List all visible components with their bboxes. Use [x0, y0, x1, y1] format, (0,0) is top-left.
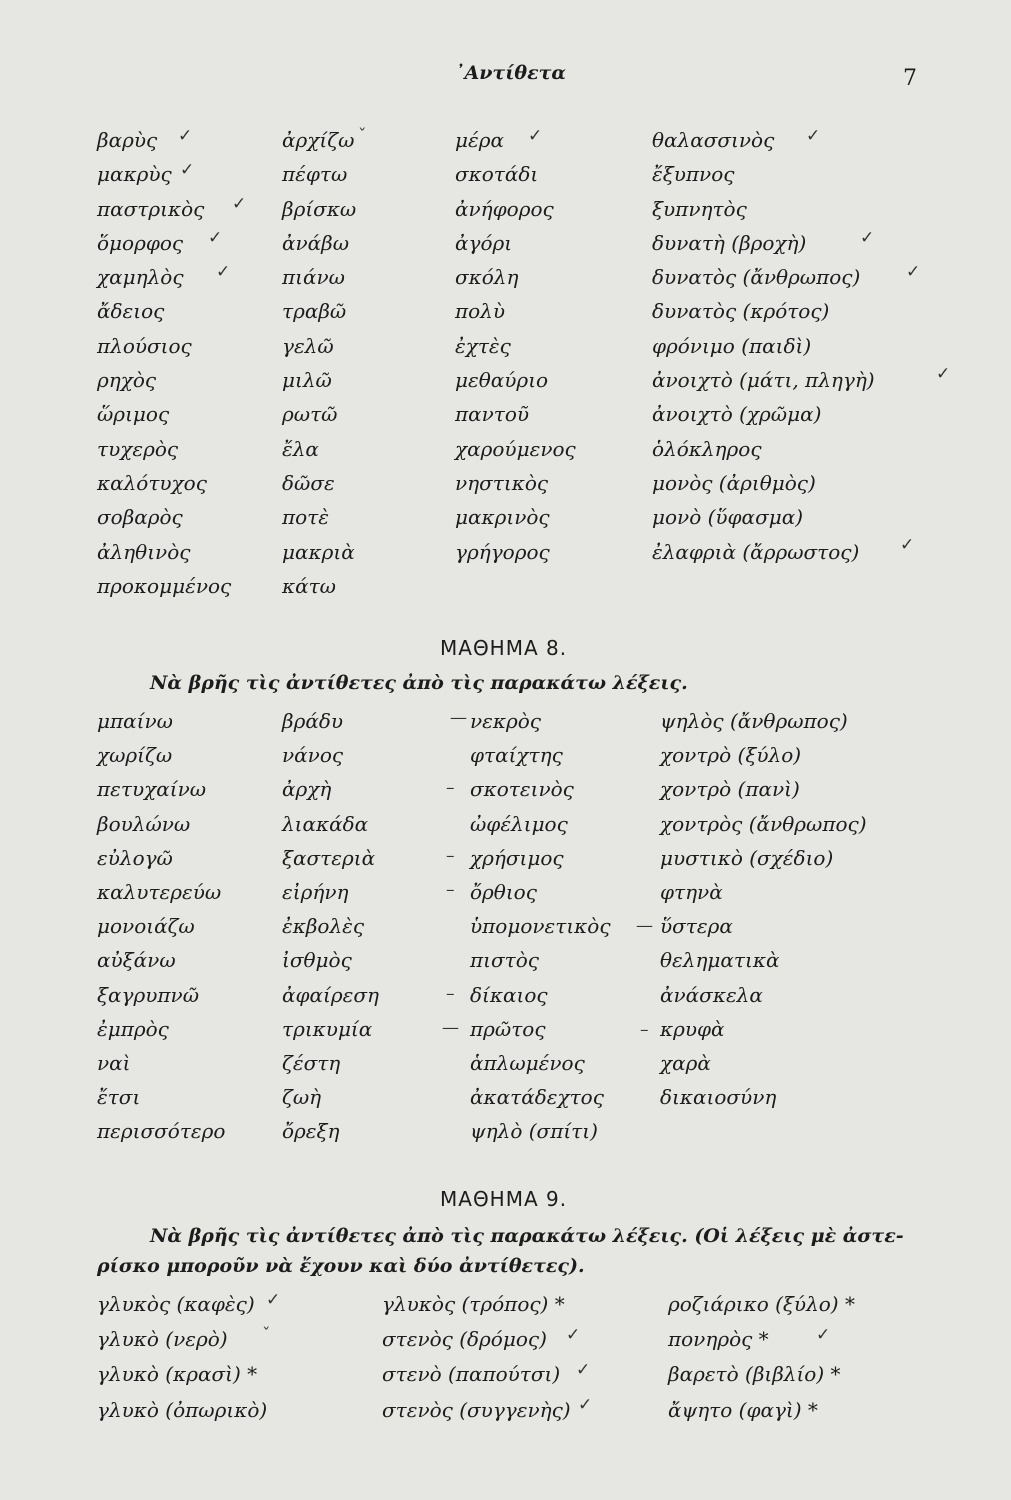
dash-mark-icon: –: [446, 880, 455, 900]
word-item: φταίχτης: [470, 743, 563, 768]
word-item: γλυκὸ (ὀπωρικὸ): [97, 1397, 268, 1422]
word-item: μυστικὸ (σχέδιο): [660, 845, 834, 870]
word-item: δυνατὸς (ἄνθρωπος): [652, 265, 861, 290]
lesson-8-instruction: Νὰ βρῆς τὶς ἀντίθετες ἀπὸ τὶς παρακάτω λέξεις.: [150, 672, 688, 694]
word-item: δίκαιος: [470, 982, 548, 1007]
word-item: τυχερὸς: [97, 436, 179, 461]
word-item: δυνατὸς (κρότος): [652, 299, 830, 324]
word-item: ἔξυπνος: [652, 162, 735, 187]
word-item: προκομμένος: [97, 573, 232, 598]
word-item: χοντρὸ (πανὶ): [660, 777, 800, 802]
word-item: βουλώνω: [97, 811, 191, 836]
word-item: ποτὲ: [282, 505, 329, 530]
word-item: στενὸς (δρόμος): [382, 1327, 547, 1352]
word-item: ρηχὸς: [97, 368, 157, 393]
word-item: βαρὺς: [97, 128, 158, 152]
check-mark-icon: ✓: [528, 126, 543, 146]
word-item: ἀνοιχτὸ (μάτι, πληγὴ): [652, 368, 875, 393]
word-item: ἀρχὴ: [282, 777, 332, 802]
word-item: καλυτερεύω: [97, 879, 222, 904]
lesson8-column-3: [470, 704, 611, 1148]
word-item: πρῶτος: [470, 1016, 546, 1041]
word-item: μονὸ (ὕφασμα): [652, 505, 804, 530]
word-item: ὁλόκληρος: [652, 436, 762, 461]
word-item: μεθαύριο: [455, 368, 549, 393]
check-mark-icon: ˇ: [262, 1325, 271, 1345]
word-item: ἀφαίρεση: [282, 982, 379, 1007]
lesson9-column-1: [97, 1287, 267, 1428]
word-item: ζωὴ: [282, 1085, 322, 1110]
check-mark-icon: ✓: [576, 1360, 591, 1380]
word-item: ξυπνητὸς: [652, 196, 747, 221]
lesson-9-instruction-line-1: Νὰ βρῆς τὶς ἀντίθετες ἀπὸ τὶς παρακάτω λέξεις. (Οἱ λέξεις μὲ ἀστε-: [150, 1225, 904, 1247]
word-item: πετυχαίνω: [97, 777, 207, 802]
word-item: ξαγρυπνῶ: [97, 982, 200, 1007]
word-item: βρίσκω: [282, 196, 357, 221]
lesson8-column-1: [97, 704, 225, 1148]
lesson-8-heading: ΜΑΘΗΜΑ 8.: [440, 636, 568, 660]
word-item: ἐλαφριὰ (ἄρρωστος): [652, 539, 860, 564]
word-item: νεκρὸς: [470, 709, 542, 733]
word-item: ὑπομονετικὸς: [470, 914, 611, 939]
lesson-9-heading: ΜΑΘΗΜΑ 9.: [440, 1187, 568, 1211]
word-item: γλυκὸ (κρασὶ) *: [97, 1362, 258, 1387]
word-item: ἀνοιχτὸ (χρῶμα): [652, 402, 822, 427]
check-mark-icon: ✓: [936, 364, 951, 384]
word-item: πονηρὸς *: [668, 1327, 769, 1352]
word-item: βράδυ: [282, 709, 344, 733]
word-item: ἐκβολὲς: [282, 914, 365, 939]
word-item: χοντρὸ (ξύλο): [660, 743, 802, 768]
word-item: νάνος: [282, 743, 344, 768]
word-item: χαμηλὸς: [97, 265, 184, 290]
section1-column-2: [282, 123, 356, 603]
check-mark-icon: ✓: [178, 126, 193, 146]
word-item: πιάνω: [282, 265, 345, 290]
word-item: μονοιάζω: [97, 914, 195, 939]
check-mark-icon: ✓: [806, 126, 821, 146]
check-mark-icon: ✓: [216, 262, 231, 282]
word-item: σκόλη: [455, 265, 519, 290]
word-item: χρήσιμος: [470, 845, 564, 870]
check-mark-icon: ✓: [208, 228, 223, 248]
check-mark-icon: ✓: [860, 228, 875, 248]
word-item: χαρούμενος: [455, 436, 576, 461]
word-item: ἀνάσκελα: [660, 982, 763, 1007]
word-item: ζέστη: [282, 1050, 341, 1075]
word-item: σκοτεινὸς: [470, 777, 574, 802]
check-mark-icon: ✓: [578, 1395, 593, 1415]
word-item: ἐχτὲς: [455, 333, 511, 358]
word-item: παντοῦ: [455, 402, 530, 427]
word-item: ρωτῶ: [282, 402, 338, 427]
word-item: πολὺ: [455, 299, 506, 324]
word-item: στενὸ (παπούτσι): [382, 1362, 561, 1387]
word-item: μπαίνω: [97, 709, 173, 733]
word-item: κρυφὰ: [660, 1016, 725, 1041]
word-item: ὅμορφος: [97, 230, 184, 255]
word-item: ἀρχίζω: [282, 128, 355, 152]
word-item: παστρικὸς: [97, 196, 205, 221]
word-item: χαρὰ: [660, 1050, 711, 1075]
word-item: σκοτάδι: [455, 162, 539, 187]
check-mark-icon: ✓: [816, 1325, 831, 1345]
word-item: δυνατὴ (βροχὴ): [652, 230, 807, 255]
check-mark-icon: ✓: [566, 1325, 581, 1345]
word-item: ἀγόρι: [455, 230, 513, 255]
word-item: μιλῶ: [282, 368, 332, 393]
word-item: νηστικὸς: [455, 470, 549, 495]
lesson-9-instruction-line-2: ρίσκο μποροῦν νὰ ἔχουν καὶ δύο ἀντίθετες).: [97, 1255, 585, 1277]
section1-column-4: [652, 123, 875, 569]
dash-mark-icon: –: [640, 1020, 649, 1040]
check-mark-icon: ✓: [906, 262, 921, 282]
word-item: πέφτω: [282, 162, 348, 187]
word-item: εὐλογῶ: [97, 845, 173, 870]
lesson9-column-2: [382, 1287, 571, 1428]
word-item: γελῶ: [282, 333, 334, 358]
word-item: ἁπλωμένος: [470, 1050, 585, 1075]
word-item: ἔλα: [282, 436, 319, 461]
word-item: περισσότερο: [97, 1119, 226, 1144]
word-item: καλότυχος: [97, 470, 207, 495]
word-item: ψηλὸς (ἄνθρωπος): [660, 709, 848, 733]
word-item: λιακάδα: [282, 811, 369, 836]
dash-mark-icon: –: [446, 778, 455, 798]
word-item: μονὸς (ἀριθμὸς): [652, 470, 816, 495]
dash-mark-icon: –: [446, 846, 455, 866]
word-item: ξαστεριὰ: [282, 845, 376, 870]
word-item: ὠφέλιμος: [470, 811, 568, 836]
word-item: ὥριμος: [97, 402, 170, 427]
word-item: ἄψητο (φαγὶ) *: [668, 1397, 818, 1422]
word-item: αὐξάνω: [97, 948, 176, 973]
word-item: ἀνάβω: [282, 230, 350, 255]
lesson8-column-2: [282, 704, 379, 1148]
word-item: μακριὰ: [282, 539, 355, 564]
word-item: θαλασσινὸς: [652, 128, 775, 152]
word-item: ὕστερα: [660, 914, 733, 939]
check-mark-icon: ✓: [900, 535, 915, 555]
lesson9-column-3: [668, 1287, 855, 1428]
word-item: γλυκὸς (τρόπος) *: [382, 1292, 565, 1316]
word-item: ναὶ: [97, 1050, 131, 1075]
word-item: τραβῶ: [282, 299, 347, 324]
check-mark-icon: ˇ: [358, 126, 367, 146]
word-item: φτηνὰ: [660, 879, 723, 904]
word-item: δῶσε: [282, 470, 335, 495]
check-mark-icon: ✓: [266, 1290, 281, 1310]
dash-mark-icon: —: [636, 916, 653, 936]
word-item: χοντρὸς (ἄνθρωπος): [660, 811, 867, 836]
word-item: μακρὺς: [97, 162, 172, 187]
word-item: ἀνήφορος: [455, 196, 554, 221]
word-item: γρήγορος: [455, 539, 550, 564]
word-item: ἄδειος: [97, 299, 165, 324]
word-item: γλυκὸς (καφὲς): [97, 1292, 255, 1316]
page-number: 7: [903, 66, 917, 91]
lesson8-column-4: [660, 704, 867, 1114]
page-header-title: ᾽Αντίθετα: [455, 62, 567, 84]
word-item: δικαιοσύνη: [660, 1085, 777, 1110]
word-item: ἀληθινὸς: [97, 539, 191, 564]
word-item: ἀκατάδεχτος: [470, 1085, 604, 1110]
dash-mark-icon: –: [446, 984, 455, 1004]
word-item: μέρα: [455, 128, 504, 152]
word-item: ροζιάρικο (ξύλο) *: [668, 1292, 855, 1316]
word-item: ἰσθμὸς: [282, 948, 352, 973]
word-item: σοβαρὸς: [97, 505, 183, 530]
word-item: κάτω: [282, 573, 336, 598]
dash-mark-icon: —: [450, 708, 467, 728]
word-item: ἐμπρὸς: [97, 1016, 169, 1041]
dash-mark-icon: —: [442, 1018, 459, 1038]
word-item: γλυκὸ (νερὸ): [97, 1327, 228, 1352]
word-item: ψηλὸ (σπίτι): [470, 1119, 598, 1144]
word-item: ἔτσι: [97, 1085, 141, 1110]
word-item: φρόνιμο (παιδὶ): [652, 333, 812, 358]
section1-column-3: [455, 123, 576, 569]
word-item: ὄρεξη: [282, 1119, 340, 1144]
word-item: τρικυμία: [282, 1016, 373, 1041]
check-mark-icon: ✓: [232, 194, 247, 214]
word-item: πιστὸς: [470, 948, 539, 973]
section1-column-1: [97, 123, 231, 603]
word-item: χωρίζω: [97, 743, 173, 768]
word-item: πλούσιος: [97, 333, 192, 358]
word-item: ὄρθιος: [470, 879, 537, 904]
word-item: βαρετὸ (βιβλίο) *: [668, 1362, 841, 1387]
word-item: εἰρήνη: [282, 879, 349, 904]
word-item: στενὸς (συγγενὴς): [382, 1397, 571, 1422]
check-mark-icon: ✓: [180, 160, 195, 180]
word-item: μακρινὸς: [455, 505, 550, 530]
word-item: θεληματικὰ: [660, 948, 780, 973]
